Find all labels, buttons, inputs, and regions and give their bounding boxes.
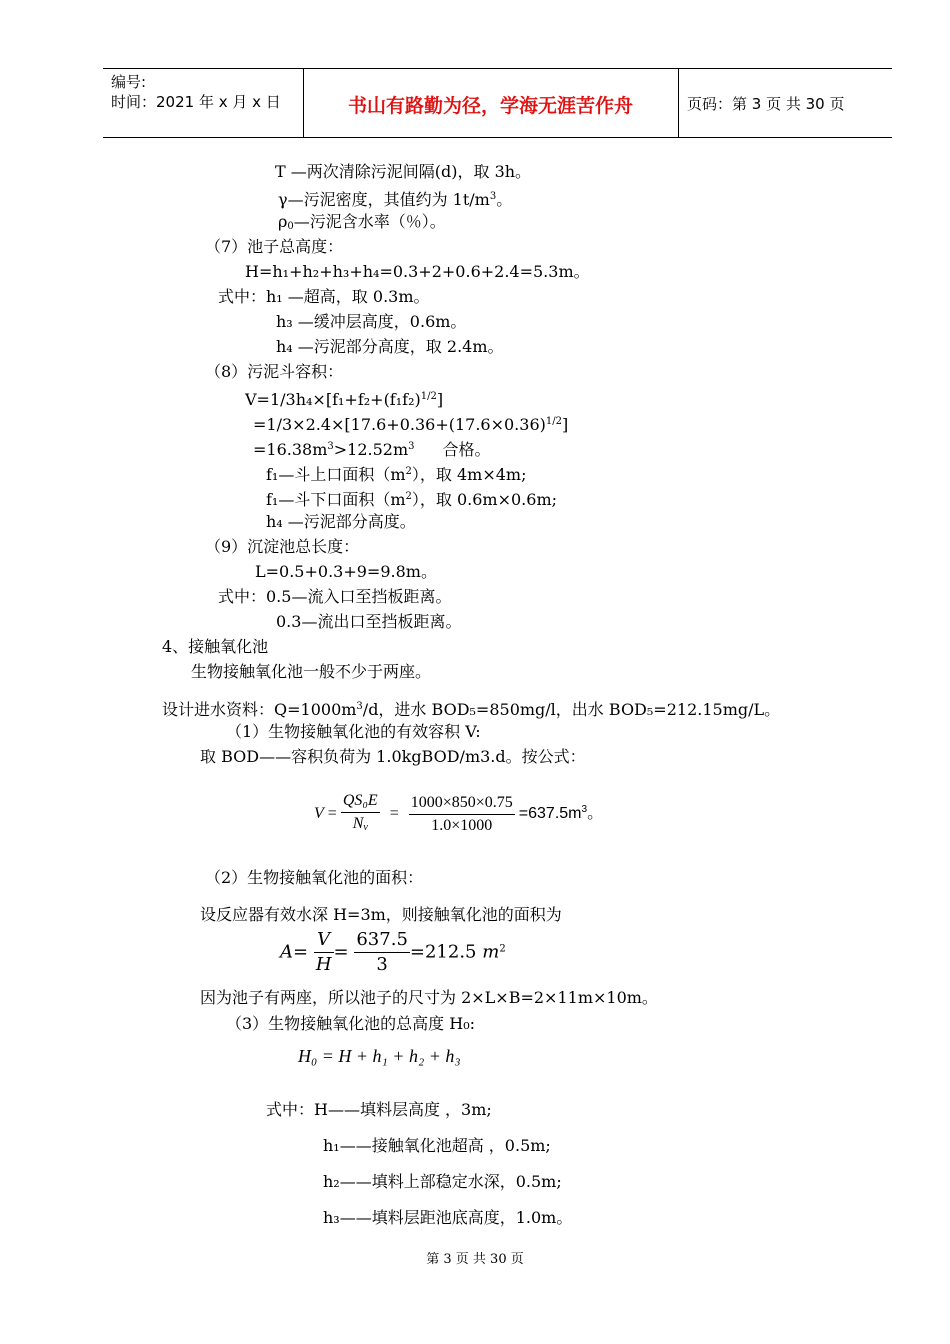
section-8-title: （8）污泥斗容积： — [205, 362, 344, 381]
subsection-3-h1: h₁——接触氧化池超高 ，0.5m; — [323, 1136, 551, 1155]
t-definition: T —两次清除污泥间隔(d)，取 3h。 — [275, 162, 532, 181]
subsection-2-desc: 设反应器有效水深 H=3m，则接触氧化池的面积为 — [200, 905, 562, 924]
header-left — [111, 72, 281, 112]
subsection-2-size: 因为池子有两座，所以池子的尺寸为 2×L×B=2×11m×10m。 — [200, 988, 658, 1007]
header-page-label: 页码：第 3 页 共 30 页 — [687, 95, 845, 113]
section-9-where: 式中：0.5—流入口至挡板距离。 — [218, 587, 452, 606]
page-footer: 第 3 页 共 30 页 — [426, 1252, 524, 1267]
section-7-h3: h₃ —缓冲层高度，0.6m。 — [276, 312, 467, 331]
subsection-3-h2: h₂——填料上部稳定水深，0.5m; — [323, 1172, 562, 1191]
equation-area: A= $\frac{V}{H}$ = $\frac{637.5}{3}$ =212.5 $m^2$ — [280, 929, 506, 975]
page-header — [103, 68, 892, 138]
section-8-formula-2: $=1/3\times 2.4\times[17.6+0.36+(17.6\times 0.36)^{1/2}]$ — [253, 415, 569, 434]
section-7-formula: H=h₁+h₂+h₃+h₄=0.3+2+0.6+2.4=5.3m。 — [245, 262, 590, 281]
section-8-h4-definition: h₄ —污泥部分高度。 — [266, 512, 416, 531]
section-4-intro: 生物接触氧化池一般不少于两座。 — [191, 662, 432, 681]
gamma-definition: γ—污泥密度，其值约为 $1t/m^3$。 — [278, 190, 513, 209]
section-8-formula-1: $V=1/3h_4\times[f_1+f_2+(f_1f_2)^{1/2}]$ — [245, 390, 444, 409]
time-label: 时间：2021 年 x 月 x 日 — [111, 93, 281, 111]
section-7-h4: h₄ —污泥部分高度，取 2.4m。 — [276, 337, 504, 356]
section-9-title: （9）沉淀池总长度： — [205, 537, 360, 556]
subsection-3-h3: h₃——填料层距池底高度，1.0m。 — [323, 1208, 573, 1227]
subsection-2-title: （2）生物接触氧化池的面积： — [205, 868, 424, 887]
section-8-f2-definition: f₁—斗下口面积$(m^2)$，取 0.6m×0.6m; — [266, 490, 558, 509]
equation-height: H₀ = H + h₁ + h₂ + h₃ — [298, 1046, 461, 1066]
subsection-3-where: 式中：H——填料层高度 ，3m; — [266, 1100, 492, 1119]
subsection-3-title: （3）生物接触氧化池的总高度 H₀: — [226, 1014, 476, 1033]
section-8-f1-definition: f₁—斗上口面积$(m^2)$，取 4m×4m; — [266, 465, 527, 484]
design-input: 设计进水资料：$Q=1000m^3/d$，进水 BOD₅=850mg/l，出水 BOD₅=212.15mg/L。 — [162, 700, 781, 719]
rho-definition: $\rho_0—$污泥含水率（％）。 — [278, 212, 446, 232]
section-9-03: 0.3—流出口至挡板距离。 — [276, 612, 462, 631]
section-7-title: （7）池子总高度： — [205, 237, 344, 256]
section-8-formula-3: $=16.38m^3>12.52m^3$ 合格。 — [253, 440, 491, 459]
subsection-1-desc: 取 BOD——容积负荷为 1.0kgBOD/m3.d。按公式： — [200, 747, 586, 766]
subsection-1-title: （1）生物接触氧化池的有效容积 V: — [226, 722, 481, 741]
section-7-where: 式中：h₁ —超高，取 0.3m。 — [218, 287, 430, 306]
header-motto: 书山有路勤为径，学海无涯苦作舟 — [347, 95, 633, 117]
section-4-title: 4、接触氧化池 — [162, 637, 269, 656]
equation-volume: V = $\frac{\text{QS₀E}}{N_v}$ = $\frac{1000\times 850\times 0.75}{1.0\times 1000}$ $=637.5m^3$。 — [314, 790, 603, 839]
header-divider — [678, 69, 679, 137]
section-9-formula: L=0.5+0.3+9=9.8m。 — [255, 562, 437, 581]
code-label: 编号: — [111, 73, 147, 91]
